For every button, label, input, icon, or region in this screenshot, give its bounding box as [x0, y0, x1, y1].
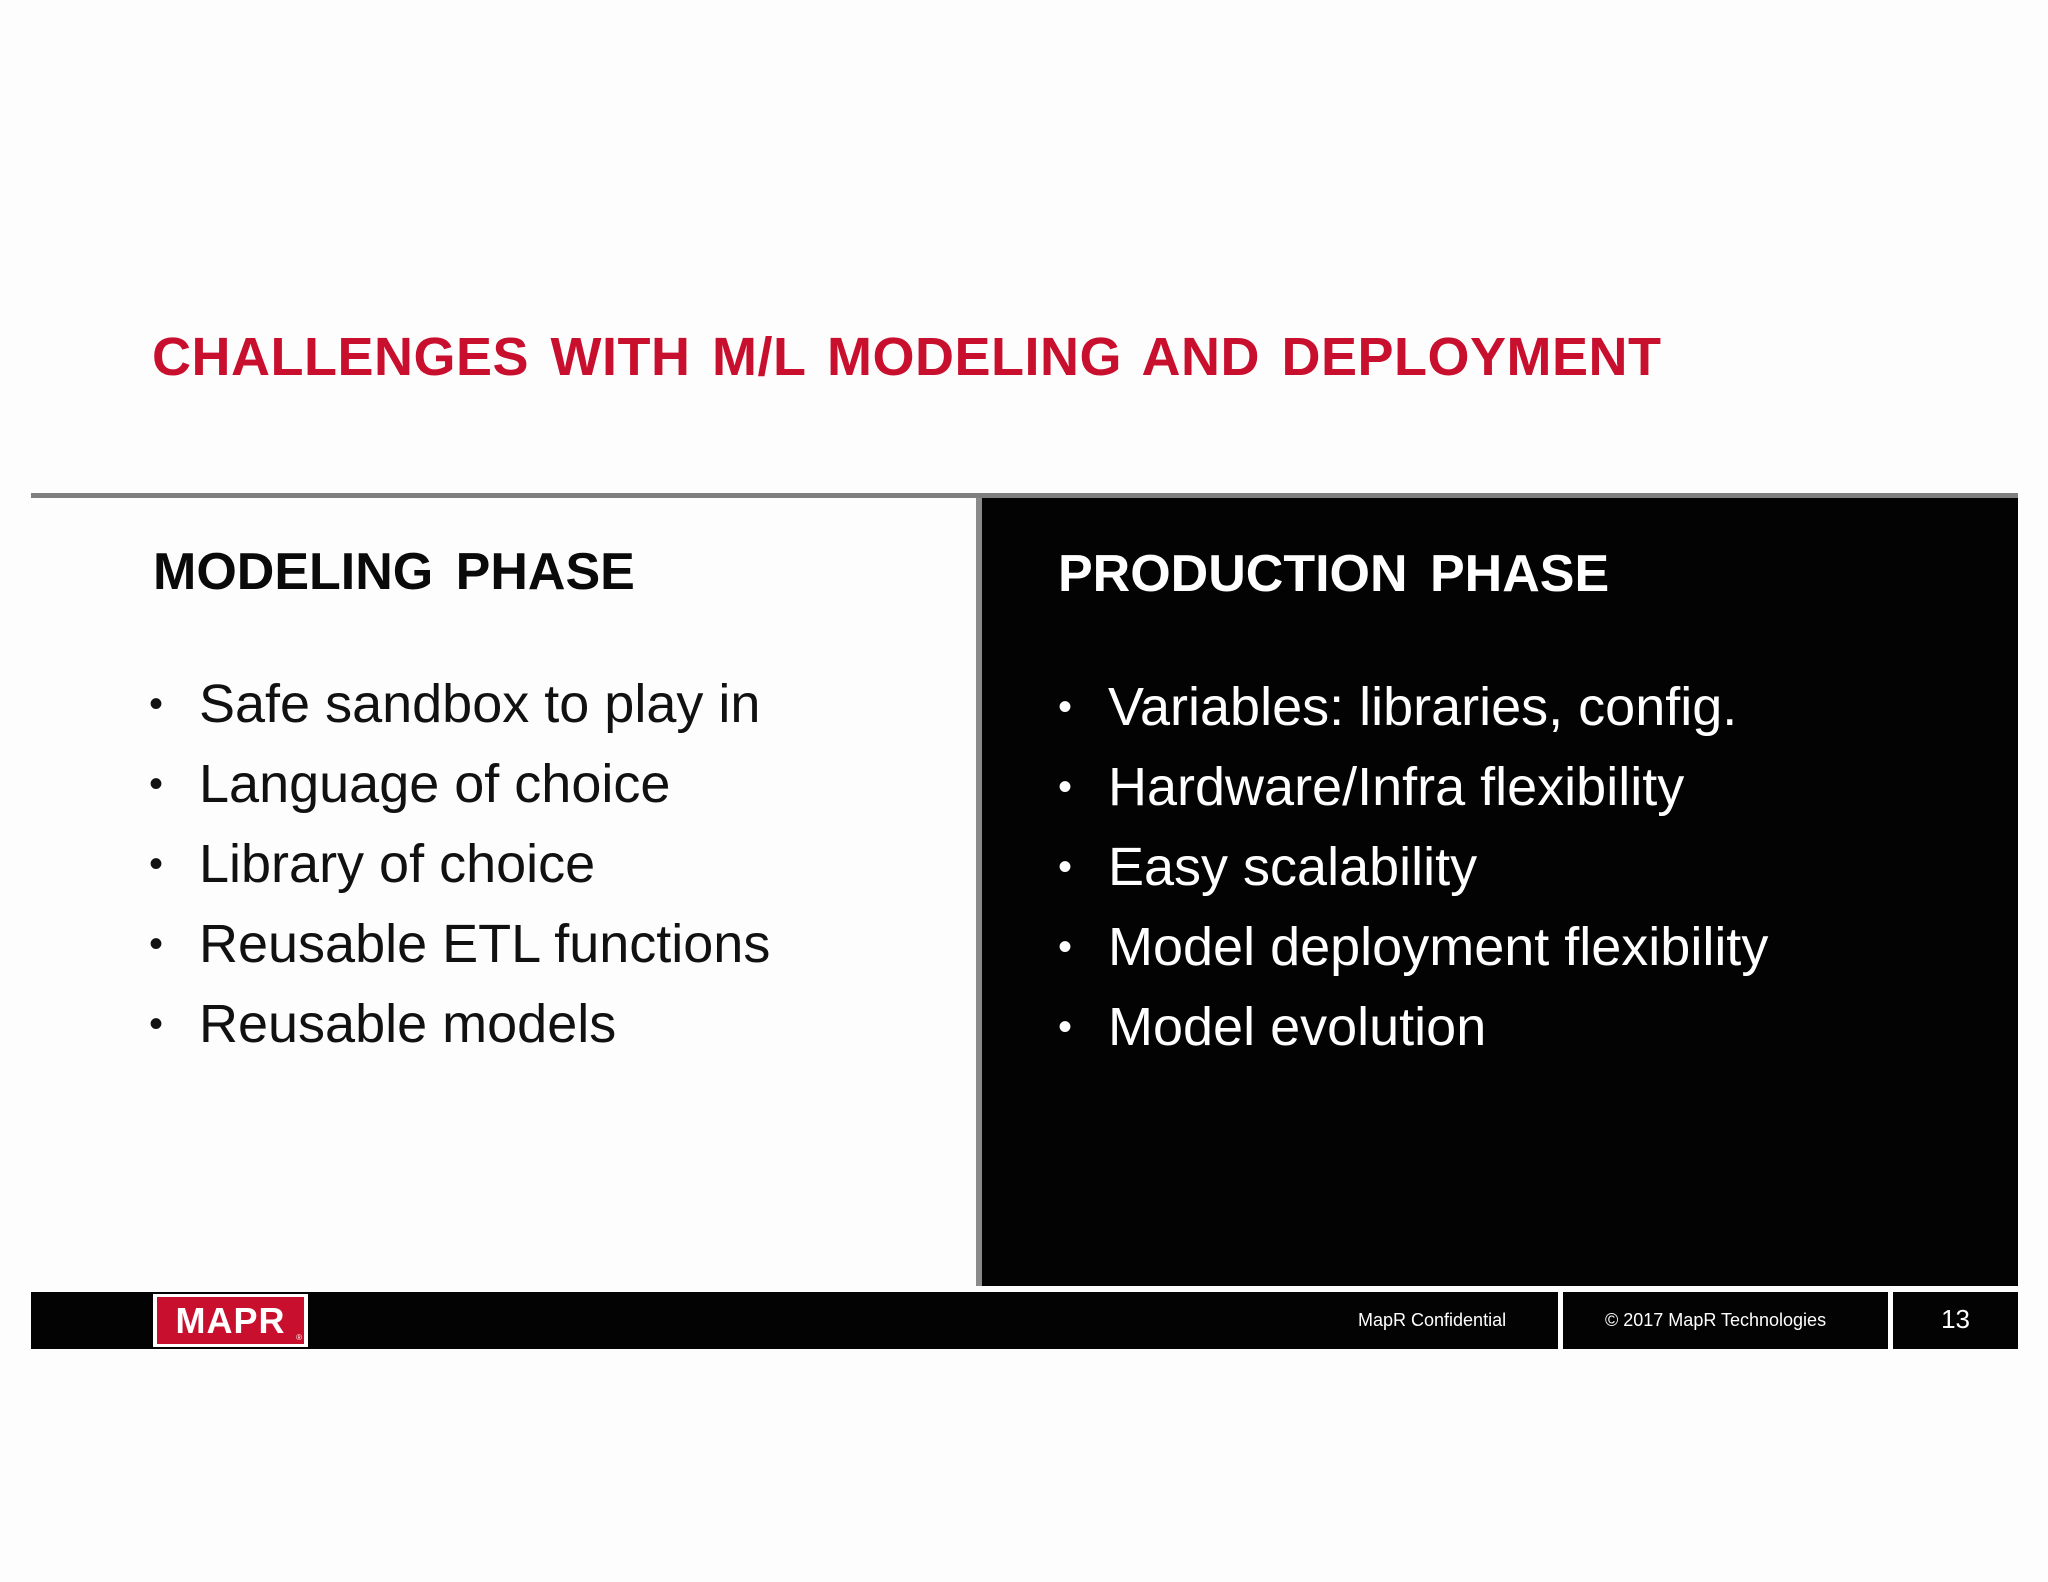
production-phase-heading: PRODUCTION PHASE — [1058, 545, 1610, 603]
modeling-phase-heading: MODELING PHASE — [153, 543, 635, 601]
list-item-text: Easy scalability — [1108, 837, 1478, 897]
modeling-phase-panel — [31, 498, 979, 1286]
list-item — [1058, 836, 1768, 916]
bullet-icon: • — [149, 762, 164, 806]
slide-footer — [31, 1292, 2018, 1349]
bullet-icon: • — [149, 1002, 164, 1046]
list-item — [1058, 996, 1768, 1076]
mapr-logo-badge — [157, 1297, 304, 1344]
bullet-icon: • — [149, 842, 164, 886]
production-phase-list — [1058, 676, 1768, 1076]
slide-title: CHALLENGES WITH M/L MODELING AND DEPLOYMENT — [152, 327, 1662, 387]
footer-separator — [1558, 1292, 1563, 1349]
list-item — [149, 913, 770, 993]
list-item-text: Model deployment flexibility — [1108, 917, 1769, 977]
list-item — [1058, 916, 1768, 996]
production-phase-panel — [982, 498, 2018, 1286]
bullet-icon: • — [1058, 765, 1073, 809]
bullet-icon: • — [1058, 925, 1073, 969]
list-item — [149, 673, 770, 753]
bullet-icon: • — [149, 922, 164, 966]
list-item-text: Safe sandbox to play in — [199, 674, 761, 734]
confidential-label: MapR Confidential — [1358, 1310, 1507, 1330]
bullet-icon: • — [149, 682, 164, 726]
list-item-text: Hardware/Infra flexibility — [1108, 757, 1685, 817]
bullet-icon: • — [1058, 1005, 1073, 1049]
list-item-text: Language of choice — [199, 754, 671, 814]
list-item — [149, 833, 770, 913]
list-item — [1058, 756, 1768, 836]
bullet-icon: • — [1058, 845, 1073, 889]
list-item-text: Reusable models — [199, 994, 617, 1054]
list-item — [149, 753, 770, 833]
list-item-text: Model evolution — [1108, 997, 1487, 1057]
page-number: 13 — [1941, 1304, 1970, 1334]
copyright-label: © 2017 MapR Technologies — [1605, 1310, 1827, 1330]
list-item — [149, 993, 770, 1073]
list-item-text: Reusable ETL functions — [199, 914, 771, 974]
list-item-text: Variables: libraries, config. — [1108, 677, 1738, 737]
mapr-logo-text: MAPR — [175, 1299, 286, 1341]
footer-separator — [1888, 1292, 1893, 1349]
list-item — [1058, 676, 1768, 756]
modeling-phase-list — [149, 673, 770, 1073]
mapr-logo — [153, 1294, 308, 1347]
list-item-text: Library of choice — [199, 834, 596, 894]
bullet-icon: • — [1058, 685, 1073, 729]
registered-mark-icon: ® — [296, 1333, 302, 1342]
